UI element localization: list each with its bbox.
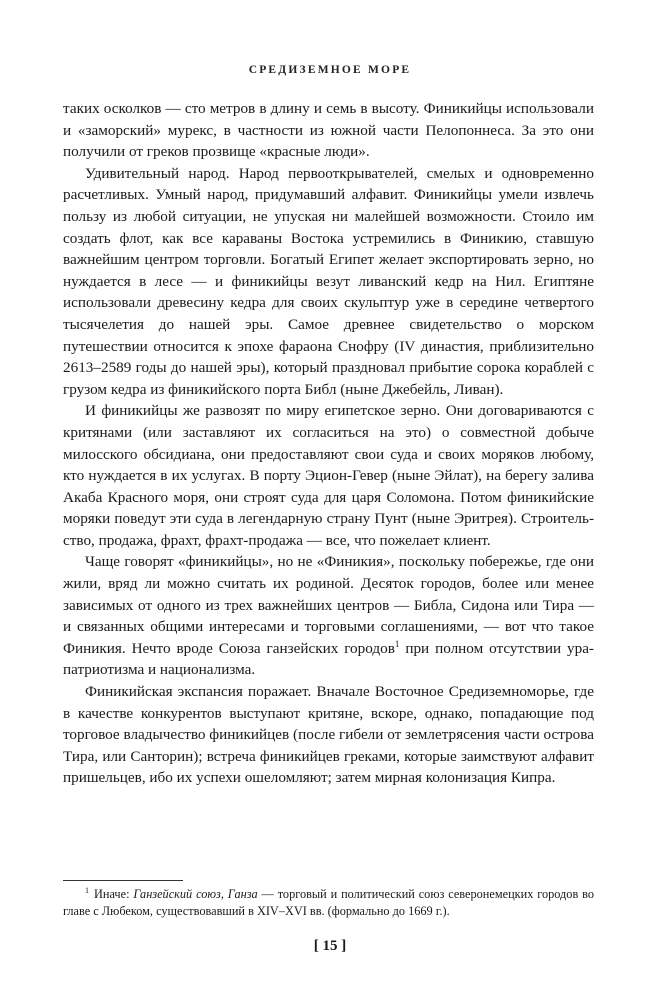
footnote	[63, 886, 594, 920]
paragraph-text: Чаще говорят «финикийцы», но не «Финикия», поскольку побережье, где они жили, вряд ли можно считать их родиной. Десяток городов, более или менее зависимых от одного из трех важнейших центров — Библа, Сидона или Тира — и связанных общими интересами и торговыми соглашениями, — вот что такое Финикия. Нечто вроде Союза ганзейских городов	[63, 553, 594, 657]
paragraph: И финикийцы же развозят по миру египетское зерно. Они договариваются с критянами (или заставляют их согласиться на это) о совместной добыче милосского обсидиана, они предоставляют свои суда и своих моряков любому, кто нуждается в их услугах. В порту Эцион-Гевер (ныне Эйлат), на берегу залива Акаба Красного моря, они строят суда для царя Соломона. Потом финикийские моряки поведут эти суда в легендарную страну Пунт (ныне Эритрея). Строительство, продажа, фрахт, фрахт-продажа — все, что пожелает клиент.	[63, 402, 594, 549]
body-text	[63, 98, 594, 789]
footnote-term: Ганзейский союз	[133, 887, 221, 901]
page-number: [ 15 ]	[313, 938, 347, 954]
running-head: СРЕДИЗЕМНОЕ МОРЕ	[248, 64, 412, 76]
footnote-term: Ганза	[227, 887, 258, 901]
footnote-number: 1	[85, 885, 89, 895]
paragraph: таких осколков — сто метров в длину и семь в высоту. Финикийцы использовали и «заморский» мурекс, в частности из южной части Пелопоннеса. За это они получили от греков прозвище «красные люди».	[63, 100, 594, 161]
paragraph-text: при полном отсутствии ура-патриотизма и национализма.	[63, 639, 594, 679]
footnote-divider	[63, 880, 183, 881]
footnote-reference[interactable]: 1	[394, 638, 400, 649]
paragraph	[63, 551, 594, 681]
footnote-text: — торговый и политический союз северонемецких городов во главе с Любеком, существовавший в XIV–XVI вв. (формально до 1669 г.).	[63, 887, 594, 918]
paragraph: Удивительный народ. Народ первооткрывателей, смелых и одновременно расчетливых. Умный народ, придумавший алфавит. Финикийцы умели извлечь пользу из любой ситуации, не упуская ни малейшей возможности. Стоило им создать флот, как все караваны Востока устремились в Финикию, ставшую важнейшим центром торговли. Богатый Египет желает экспортировать зерно, но нуждается в лесе — и финикийцы везут ливанский кедр на Нил. Египтяне использовали древесину кедра для своих скульптур уже в середине четвертого тысячелетия до нашей эры. Самое древнее свидетельство о морском путешествии относится к эпохе фараона Снофру (IV династия, приблизительно 2613–2589 годы до нашей эры), который праздновал прибытие сорока кораблей с грузом кедра из финикийского порта Библ (ныне Джебейль, Ливан).	[63, 164, 594, 398]
paragraph: Финикийская экспансия поражает. Вначале Восточное Средиземноморье, где в качестве конкурентов выступают критяне, вскоре, однако, попадающие под торговое владычество финикийцев (после гибели от землетрясения части острова Тира, или Санторин); встреча финикийцев греками, которые заимствуют алфавит пришельцев, ибо их успехи ошеломляют; затем мирная колонизация Кипра.	[63, 683, 594, 787]
footnote-separator: ,	[220, 887, 228, 901]
footnote-lead: Иначе:	[94, 887, 134, 901]
